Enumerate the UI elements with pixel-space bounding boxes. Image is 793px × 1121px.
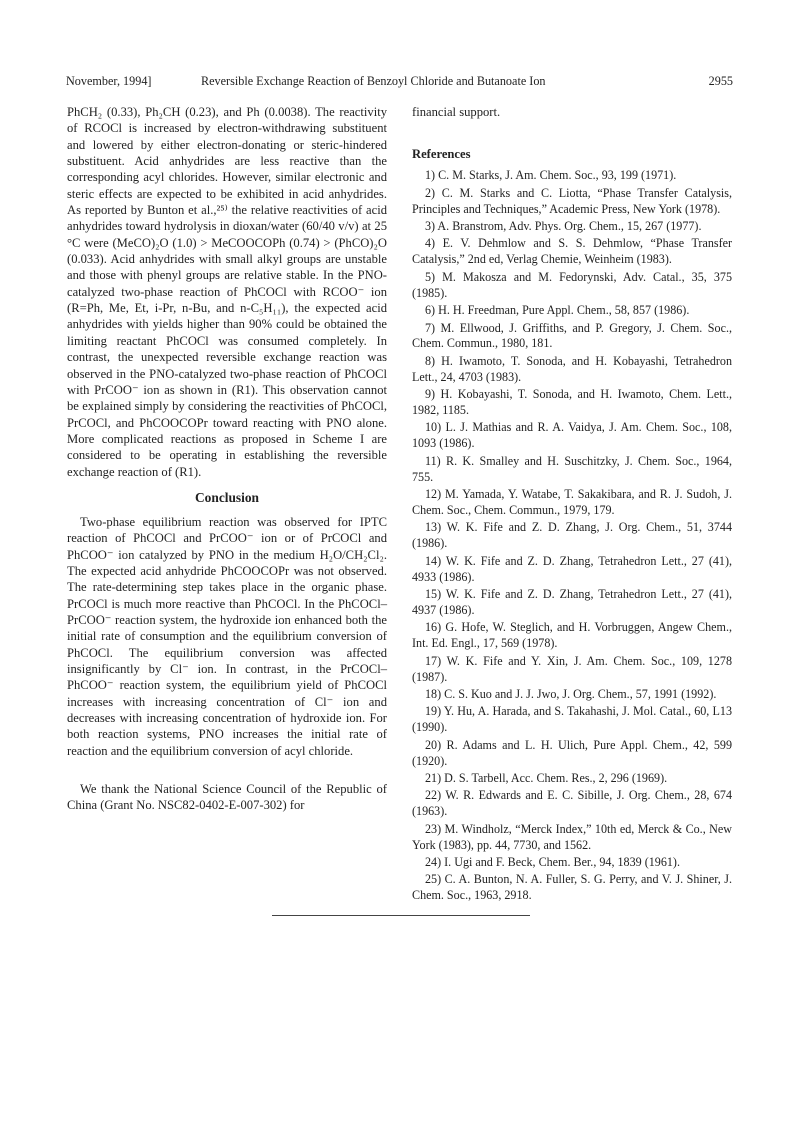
conclusion-paragraph: Two-phase equilibrium reaction was observed for IPTC reaction of PhCOCl and PrCOO⁻ ion or of PrCOCl and PhCOO⁻ ion catalyzed by PNO in the medium H₂O/CH₂Cl₂. The expected acid anhydride PhCOOCOPr was not observed. The rate-determining step takes place in the organic phase. PrCOCl is much more reactive than PhCOCl. In the PhCOCl–PrCOO⁻ reaction system, the hydroxide ion enhanced both the initial rate of consumption and the equilibrium conversion of PhCOCl. The equilibrium conversion was affected insignificantly by Cl⁻ ion. In contrast, in the PrCOCl–PhCOO⁻ reaction system, the equilibrium yield of PhCOCl increases with increasing concentration of Cl⁻ ion and decreases with increasing concentration of hydroxide ion. For both reaction systems, PNO increases the initial rate of reaction and the equilibrium conversion of acyl chloride.	[67, 514, 387, 758]
reference-item: 7) M. Ellwood, J. Griffiths, and P. Gregory, J. Chem. Soc., Chem. Commun., 1980, 181.	[412, 320, 732, 351]
reference-item: 12) M. Yamada, Y. Watabe, T. Sakakibara, and R. J. Sudoh, J. Chem. Soc., Chem. Commun., 1979, 179.	[412, 487, 732, 517]
reference-item: 15) W. K. Fife and Z. D. Zhang, Tetrahedron Lett., 27 (41), 4937 (1986).	[412, 587, 732, 617]
reference-item: 20) R. Adams and L. H. Ulich, Pure Appl. Chem., 42, 599 (1920).	[412, 737, 732, 768]
reference-item: 5) M. Makosza and M. Fedorynski, Adv. Catal., 35, 375 (1985).	[412, 269, 732, 300]
reference-item: 22) W. R. Edwards and E. C. Sibille, J. Org. Chem., 28, 674 (1963).	[412, 788, 732, 819]
reference-item: 11) R. K. Smalley and H. Suschitzky, J. Chem. Soc., 1964, 755.	[412, 453, 732, 484]
reference-item: 2) C. M. Starks and C. Liotta, “Phase Transfer Catalysis, Principles and Techniques,” Academic Press, New York (1978).	[412, 185, 732, 216]
reference-item: 14) W. K. Fife and Z. D. Zhang, Tetrahedron Lett., 27 (41), 4933 (1986).	[412, 553, 732, 584]
reference-item: 23) M. Windholz, “Merck Index,” 10th ed, Merck & Co., New York (1983), pp. 44, 7730, and 1562.	[412, 821, 732, 852]
right-column	[412, 104, 732, 906]
reference-item: 25) C. A. Bunton, N. A. Fuller, S. G. Perry, and V. J. Shiner, J. Chem. Soc., 1963, 2918.	[412, 872, 732, 903]
header-date: November, 1994]	[66, 74, 152, 88]
page-number: 2955	[708, 74, 733, 88]
references-list	[412, 168, 732, 904]
reference-item: 9) H. Kobayashi, T. Sonoda, and H. Iwamoto, Chem. Lett., 1982, 1185.	[412, 387, 732, 418]
page-header	[66, 73, 733, 89]
left-column	[67, 104, 387, 814]
reference-item: 8) H. Iwamoto, T. Sonoda, and H. Kobayashi, Tetrahedron Lett., 24, 4703 (1983).	[412, 353, 732, 384]
reference-item: 1) C. M. Starks, J. Am. Chem. Soc., 93, 199 (1971).	[425, 168, 677, 183]
body-paragraph-1: PhCH₂ (0.33), Ph₂CH (0.23), and Ph (0.0038). The reactivity of RCOCl is increased by electron-withdrawing substituent and lowered by either electron-donating or steric-hindered substituent. Acid anhydrides are less reactive than the corresponding acyl chlorides. However, similar electronic and steric effects are expected to be exhibited in acid anhydrides. As reported by Bunton et al.,²⁵⁾ the relative reactivities of acid anhydrides toward hydrolysis in dioxan/water (60/40 v/v) at 25 °C were (MeCO)₂O (1.0) > MeCOOCOPh (0.74) > (PhCO)₂O (0.033). Acid anhydrides with small alkyl groups are unstable and those with phenyl groups are relative stable. In the PNO-catalyzed two-phase reaction of PhCOCl with RCOO⁻ ion (R=Ph, Me, Et, i-Pr, n-Bu, and n-C₅H₁₁), the expected acid anhydrides with yields higher than 90% could be obtained the limiting reactant PhCOCl was consumed completely. In contrast, the unexpected reversible exchange reaction was observed in the PNO-catalyzed two-phase reaction of PhCOCl with PrCOO⁻ ion as shown in (R1). This observation cannot be explained simply by considering the reactivities of PhCOCl, PrCOCl, and PhCOOCOPr toward reacting with PNO alone. More complicated reactions as proposed in Scheme I are considered to be operating in establishing the reversible exchange reaction of (R1).	[67, 105, 387, 479]
reference-item: 13) W. K. Fife and Z. D. Zhang, J. Org. Chem., 51, 3744 (1986).	[412, 520, 732, 551]
reference-item: 10) L. J. Mathias and R. A. Vaidya, J. Am. Chem. Soc., 108, 1093 (1986).	[412, 420, 732, 451]
running-title: Reversible Exchange Reaction of Benzoyl Chloride and Butanoate Ion	[201, 74, 546, 88]
reference-item: 18) C. S. Kuo and J. J. Jwo, J. Org. Chem., 57, 1991 (1992).	[425, 686, 717, 701]
reference-item: 16) G. Hofe, W. Steglich, and H. Vorbruggen, Angew Chem., Int. Ed. Engl., 17, 569 (1978).	[412, 620, 732, 651]
reference-item: 21) D. S. Tarbell, Acc. Chem. Res., 2, 296 (1969).	[425, 770, 668, 785]
end-of-article-rule	[272, 915, 530, 916]
conclusion-heading: Conclusion	[195, 489, 259, 505]
reference-item: 17) W. K. Fife and Y. Xin, J. Am. Chem. Soc., 109, 1278 (1987).	[412, 653, 732, 684]
references-heading: References	[412, 147, 471, 162]
acknowledgment-continuation: financial support.	[412, 105, 501, 119]
reference-item: 4) E. V. Dehmlow and S. S. Dehmlow, “Phase Transfer Catalysis,” 2nd ed, Verlag Chemie, Weinheim (1983).	[412, 236, 732, 267]
acknowledgment-paragraph: We thank the National Science Council of the Republic of China (Grant No. NSC82-0402-E-007-302) for	[67, 782, 387, 813]
reference-item: 3) A. Branstrom, Adv. Phys. Org. Chem., 15, 267 (1977).	[425, 219, 702, 234]
reference-item: 6) H. H. Freedman, Pure Appl. Chem., 58, 857 (1986).	[425, 303, 690, 318]
reference-item: 19) Y. Hu, A. Harada, and S. Takahashi, J. Mol. Catal., 60, L13 (1990).	[412, 704, 732, 735]
reference-item: 24) I. Ugi and F. Beck, Chem. Ber., 94, 1839 (1961).	[425, 855, 680, 869]
